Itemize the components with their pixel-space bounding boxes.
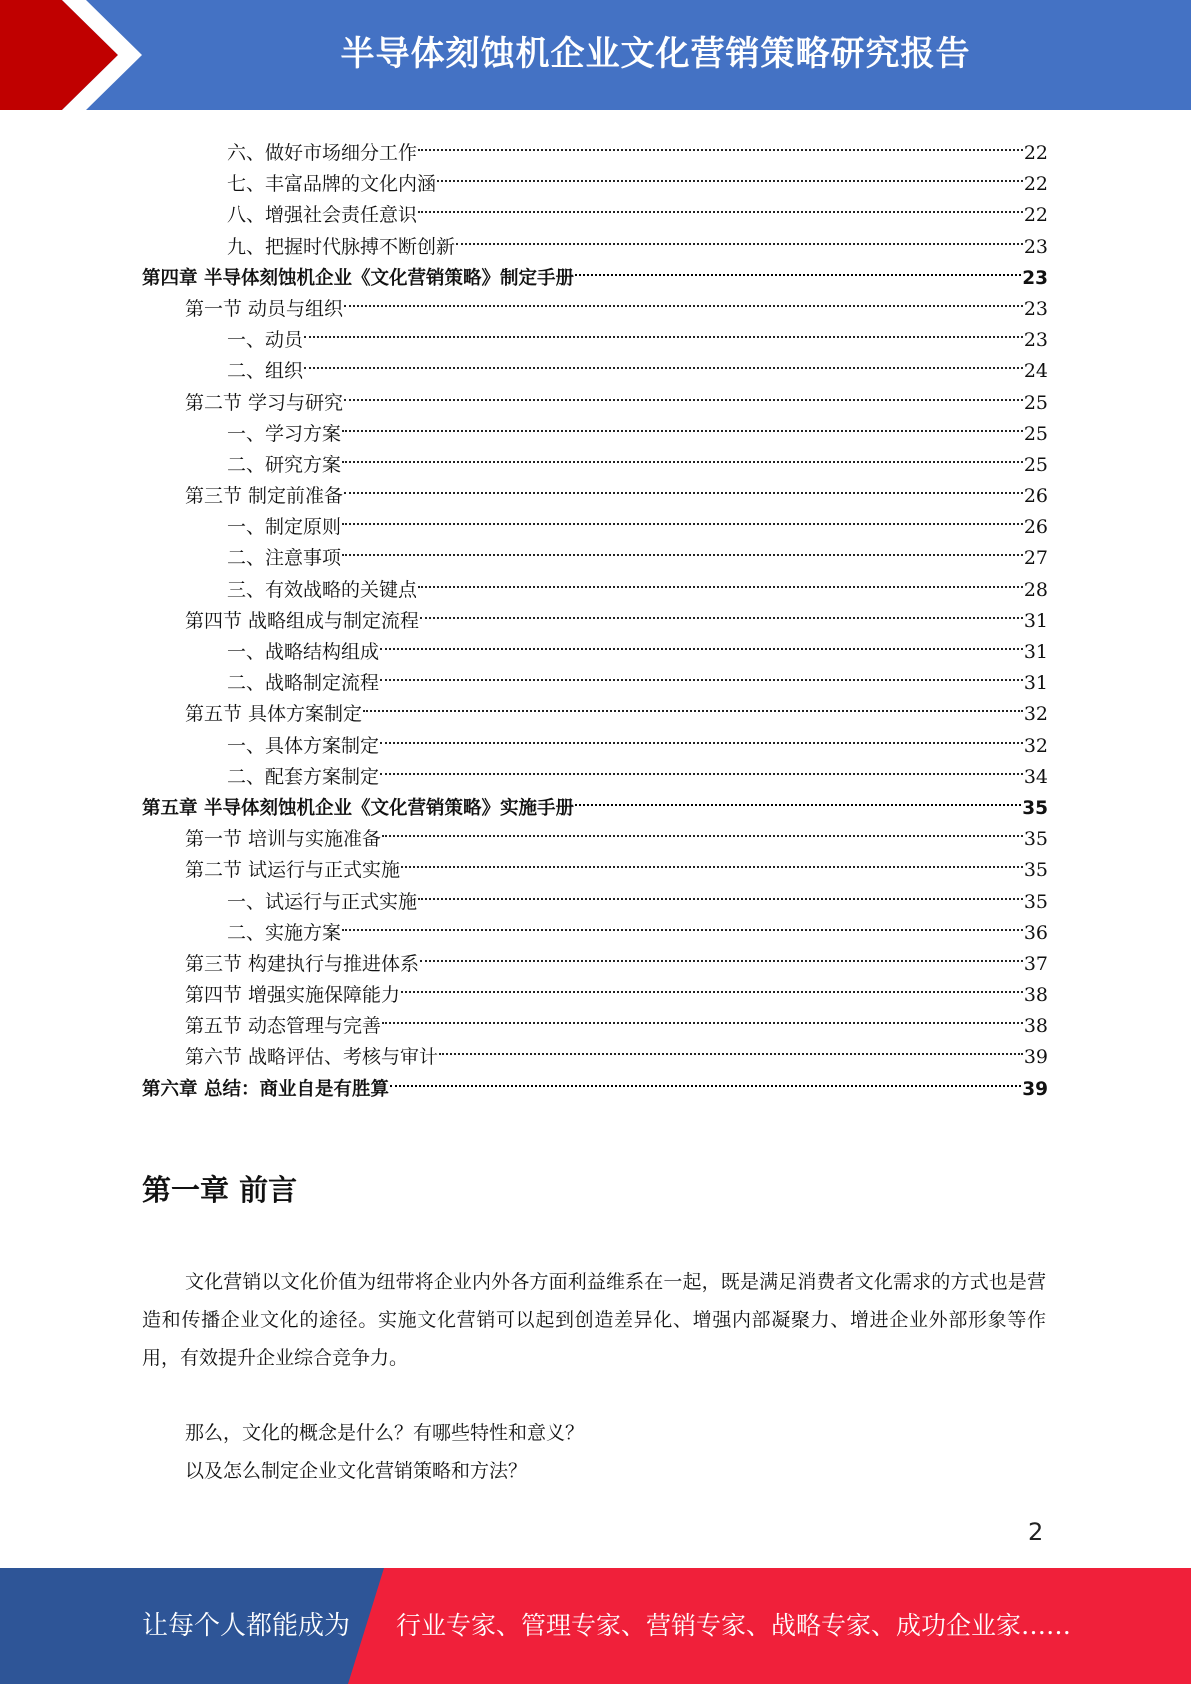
toc-dot-leader: [304, 336, 1023, 369]
toc-dot-leader: [418, 867, 1023, 900]
toc-entry-page: 24: [1023, 360, 1048, 383]
toc-dot-leader: [401, 835, 1023, 868]
header-title: 半导体刻蚀机企业文化营销策略研究报告: [340, 34, 971, 74]
chapter-paragraph: 文化营销以文化价值为纽带将企业内外各方面利益维系在一起，既是满足消费者文化需求的方式也是营造和传播企业文化的途径。实施文化营销可以起到创造差异化、增强内部凝聚力、增进企业外部形象等作用，有效提升企业综合竞争力。: [142, 1271, 1046, 1369]
toc-entry-label: 第五章 半导体刻蚀机企业《文化营销策略》实施手册: [142, 797, 574, 819]
question-line-2: 以及怎么制定企业文化营销策略和方法？: [185, 1460, 528, 1482]
header-arrow-decoration: [0, 0, 160, 110]
toc-entry-label: 第二节 试运行与正式实施: [185, 859, 401, 882]
toc-dot-leader: [418, 555, 1023, 588]
toc-entry-page: 38: [1023, 984, 1048, 1007]
toc-entry-label: 二、实施方案: [227, 921, 342, 944]
toc-dot-leader: [380, 617, 1023, 650]
toc-dot-leader: [342, 523, 1023, 556]
toc-dot-leader: [304, 305, 1023, 338]
toc-entry-page: 26: [1023, 485, 1048, 508]
toc-entry-page: 34: [1023, 765, 1048, 788]
toc-entry-label: 一、试运行与正式实施: [227, 890, 418, 913]
toc-entry-page: 25: [1023, 453, 1048, 476]
page-number: 2: [1028, 1518, 1044, 1546]
toc-entry-label: 第四节 战略组成与制定流程: [185, 609, 420, 632]
toc-entry-label: 八、增强社会责任意识: [227, 204, 418, 227]
toc-dot-leader: [382, 991, 1023, 1024]
toc-entry-label: 一、学习方案: [227, 422, 342, 445]
toc-dot-leader: [418, 118, 1023, 151]
toc-entry-page: 39: [1023, 1046, 1048, 1069]
toc-entry-page: 25: [1023, 422, 1048, 445]
toc-entry-page: 32: [1023, 734, 1048, 757]
toc-entry-page: 28: [1023, 578, 1048, 601]
toc-entry-page: 22: [1023, 173, 1048, 196]
toc-dot-leader: [390, 1054, 1021, 1087]
table-of-contents: [142, 126, 1048, 1100]
toc-entry-label: 二、组织: [227, 360, 304, 383]
toc-entry-label: 第一节 动员与组织: [185, 297, 344, 320]
toc-entry-label: 六、做好市场细分工作: [227, 142, 418, 164]
toc-entry-page: 38: [1023, 1015, 1048, 1038]
page-header: [0, 0, 1191, 110]
toc-dot-leader: [380, 711, 1023, 744]
toc-entry-page: 25: [1023, 391, 1048, 414]
page-footer: [0, 1568, 1191, 1684]
toc-dot-leader: [437, 149, 1023, 182]
toc-entry-page: 26: [1023, 516, 1048, 539]
toc-dot-leader: [342, 430, 1023, 463]
toc-entry-page: 23: [1023, 297, 1048, 320]
toc-dot-leader: [420, 586, 1023, 619]
toc-entry-label: 第一节 培训与实施准备: [185, 828, 382, 851]
toc-dot-leader: [344, 368, 1023, 401]
toc-entry-label: 第五节 动态管理与完善: [185, 1015, 382, 1038]
toc-entry-label: 二、注意事项: [227, 547, 342, 570]
toc-entry-page: 37: [1023, 952, 1048, 975]
toc-dot-leader: [342, 898, 1023, 931]
toc-dot-leader: [456, 212, 1023, 245]
toc-entry-label: 第六节 战略评估、考核与审计: [185, 1046, 439, 1069]
toc-entry-label: 一、动员: [227, 329, 304, 352]
toc-entry-page: 36: [1023, 921, 1048, 944]
toc-entry-label: 三、有效战略的关键点: [227, 578, 418, 601]
toc-entry-label: 第二节 学习与研究: [185, 391, 344, 414]
toc-dot-leader: [401, 960, 1023, 993]
toc-dot-leader: [344, 274, 1023, 307]
toc-entry-page: 23: [1023, 235, 1048, 258]
toc-entry-label: 一、制定原则: [227, 516, 342, 539]
toc-entry-label: 第六章 总结：商业自是有胜算: [142, 1078, 389, 1100]
toc-dot-leader: [344, 461, 1023, 494]
toc-dot-leader: [420, 929, 1023, 962]
toc-dot-leader: [439, 1022, 1023, 1055]
toc-dot-leader: [363, 679, 1023, 712]
toc-entry-page: 32: [1023, 703, 1048, 726]
toc-entry-page: 31: [1023, 672, 1048, 695]
toc-entry-page: 22: [1023, 204, 1048, 227]
toc-entry-label: 第三节 构建执行与推进体系: [185, 952, 420, 975]
toc-dot-leader: [575, 773, 1021, 806]
toc-entry-label: 二、配套方案制定: [227, 765, 380, 788]
toc-entry-label: 九、把握时代脉搏不断创新: [227, 235, 456, 258]
toc-entry-label: 第四章 半导体刻蚀机企业《文化营销策略》制定手册: [142, 267, 574, 289]
toc-entry-page: 35: [1023, 859, 1048, 882]
toc-entry-page: 31: [1023, 609, 1048, 632]
toc-entry-page: 35: [1023, 828, 1048, 851]
toc-entry-label: 第四节 增强实施保障能力: [185, 984, 401, 1007]
toc-entry-label: 第五节 具体方案制定: [185, 703, 363, 726]
toc-entry-page: 35: [1022, 797, 1048, 819]
toc-entry-label: 七、丰富品牌的文化内涵: [227, 173, 437, 196]
toc-entry-label: 一、具体方案制定: [227, 734, 380, 757]
toc-entry-label: 一、战略结构组成: [227, 641, 380, 663]
toc-entry-page: 27: [1023, 547, 1048, 570]
toc-dot-leader: [342, 399, 1023, 432]
toc-entry-page: 35: [1023, 890, 1048, 913]
toc-entry-page: 31: [1023, 641, 1048, 663]
toc-dot-leader: [342, 492, 1023, 525]
toc-entry-page: 23: [1023, 329, 1048, 352]
toc-entry-page: 39: [1022, 1078, 1048, 1100]
chapter-title: 第一章 前言: [142, 1173, 298, 1207]
toc-dot-leader: [380, 742, 1023, 775]
toc-dot-leader: [382, 804, 1023, 837]
toc-dot-leader: [575, 243, 1021, 276]
toc-entry-label: 第三节 制定前准备: [185, 485, 344, 508]
question-line-1: 那么，文化的概念是什么？有哪些特性和意义？: [185, 1422, 585, 1444]
toc-entry-page: 23: [1022, 267, 1048, 289]
toc-dot-leader: [380, 648, 1023, 681]
footer-slogan-right: 行业专家、管理专家、营销专家、战略专家、成功企业家……: [396, 1611, 1072, 1640]
toc-entry-label: 二、战略制定流程: [227, 672, 380, 695]
toc-dot-leader: [418, 180, 1023, 213]
footer-slogan-left: 让每个人都能成为: [142, 1611, 351, 1641]
toc-entry-label: 二、研究方案: [227, 453, 342, 476]
toc-entry-page: 22: [1023, 142, 1048, 164]
